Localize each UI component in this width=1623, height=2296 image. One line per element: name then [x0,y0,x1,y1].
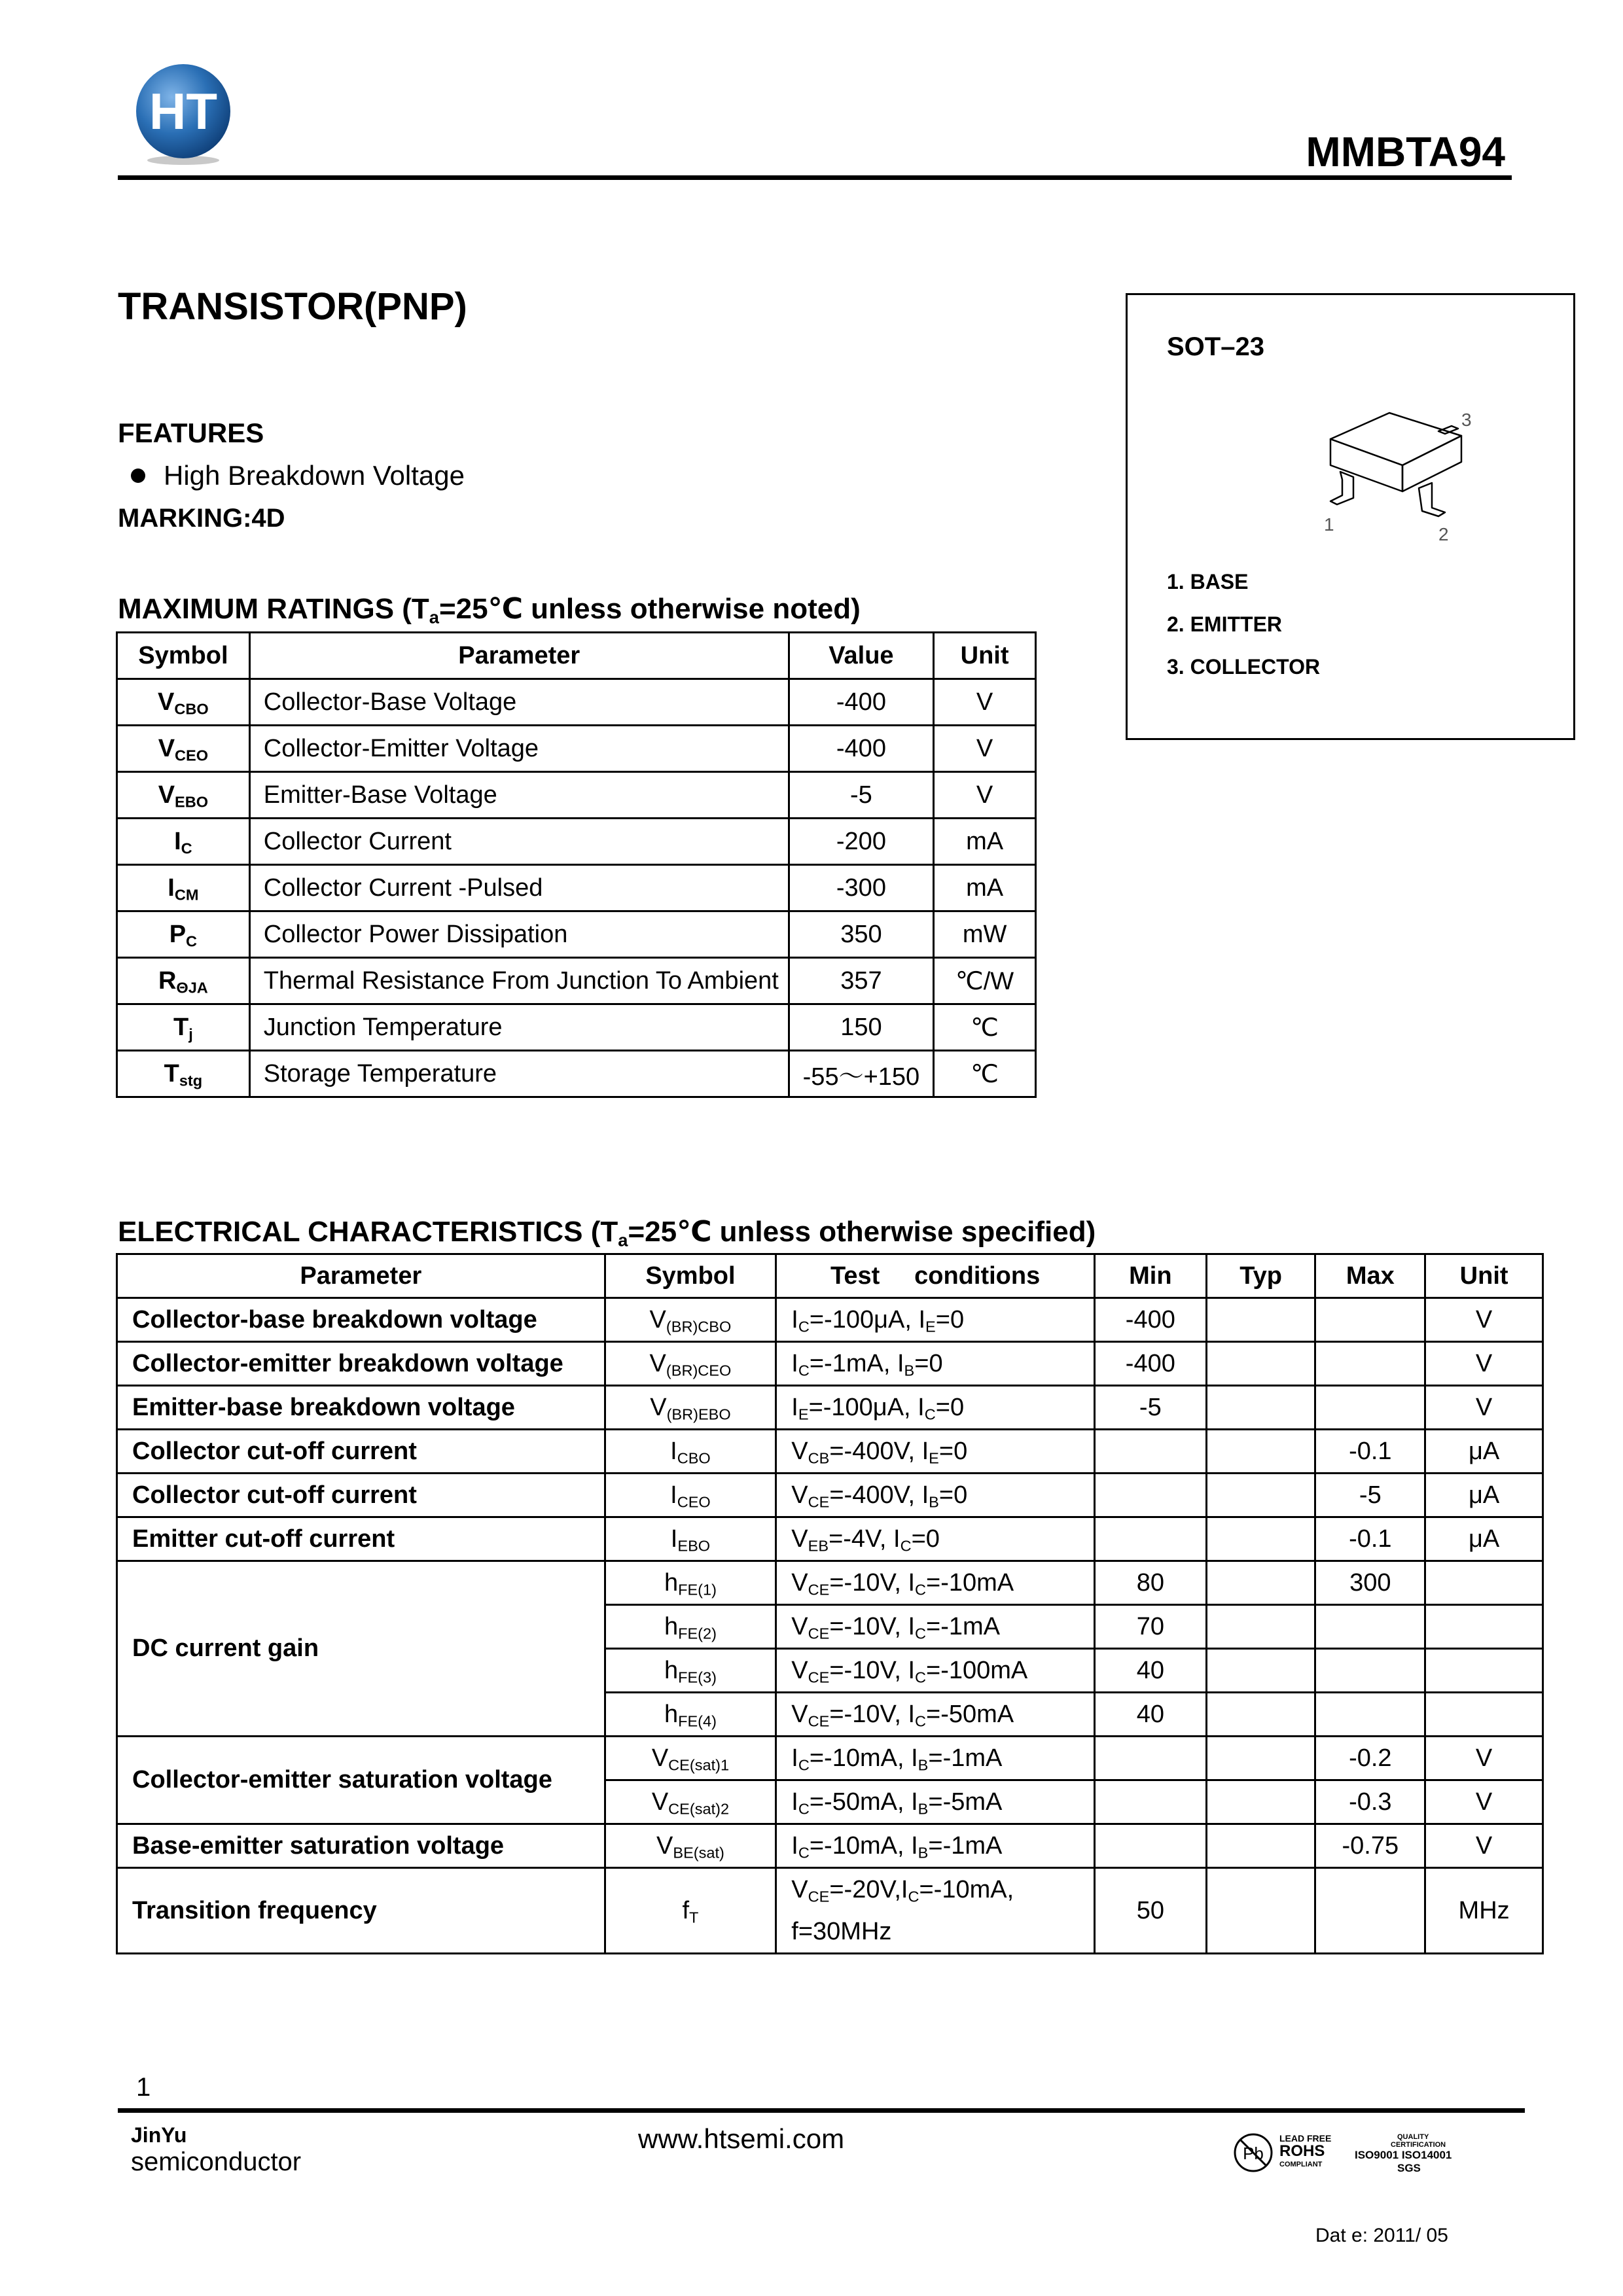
max-cell [1315,1342,1425,1386]
svg-text:Pb: Pb [1243,2144,1264,2163]
min-cell: 40 [1094,1649,1206,1693]
column-header: Typ [1206,1254,1315,1298]
unit-cell: ℃ [934,1004,1036,1051]
min-cell [1094,1430,1206,1474]
value-cell: -300 [789,865,934,911]
min-cell: 70 [1094,1605,1206,1649]
parameter-cell: Emitter-base breakdown voltage [117,1386,605,1430]
max-cell [1315,1298,1425,1342]
value-cell: 150 [789,1004,934,1051]
symbol-cell: $V_{CE(sat)1}$ [605,1737,776,1780]
parameter-cell: Collector-emitter breakdown voltage [117,1342,605,1386]
certification-marks [1230,2130,1505,2176]
column-header: Symbol [117,633,250,679]
max-cell: -0.75 [1315,1824,1425,1868]
table-row [117,1004,1036,1051]
unit-cell: V [1425,1298,1543,1342]
parameter-cell: Base-emitter saturation voltage [117,1824,605,1868]
electrical-table [116,1253,1544,1954]
column-header: Parameter [249,633,789,679]
table-row [117,1386,1543,1430]
unit-cell: ℃/W [934,958,1036,1004]
symbol-cell: $I_{CEO}$ [605,1474,776,1517]
column-header: Test conditions [776,1254,1095,1298]
svg-text:3: 3 [1461,410,1472,430]
symbol-cell: $V_{(BR)EBO}$ [605,1386,776,1430]
features-heading: FEATURES [118,417,264,448]
value-cell: -55～+150 [789,1051,934,1097]
header-rule [118,175,1512,180]
max-cell: -0.1 [1315,1430,1425,1474]
condition-cell: $V_{CE}=-10V$, $I_C=-10mA$ [776,1561,1095,1605]
table-row [117,726,1036,772]
svg-text:QUALITY: QUALITY [1397,2133,1429,2141]
value-cell: -400 [789,726,934,772]
condition-cell: $V_{CB}=-400V$, $I_E=0$ [776,1430,1095,1474]
unit-cell: V [1425,1824,1543,1868]
max-cell: -0.2 [1315,1737,1425,1780]
min-cell: -400 [1094,1298,1206,1342]
value-cell: 357 [789,958,934,1004]
parameter-cell: Collector Current -Pulsed [249,865,789,911]
sot23-package-drawing [1304,400,1501,570]
pin-label-emitter: 2. EMITTER [1167,612,1283,636]
table-row [117,1824,1543,1868]
typ-cell [1206,1737,1315,1780]
unit-cell: V [1425,1342,1543,1386]
unit-cell: mA [934,865,1036,911]
unit-cell: μA [1425,1517,1543,1561]
unit-cell [1425,1605,1543,1649]
symbol-cell: $h_{FE(4)}$ [605,1693,776,1737]
min-cell: 50 [1094,1868,1206,1954]
min-cell: -5 [1094,1386,1206,1430]
column-header: Symbol [605,1254,776,1298]
typ-cell [1206,1605,1315,1649]
company-name: JinYu [131,2123,187,2147]
typ-cell [1206,1693,1315,1737]
unit-cell: mW [934,911,1036,958]
typ-cell [1206,1824,1315,1868]
symbol-cell: $h_{FE(2)}$ [605,1605,776,1649]
condition-cell: $I_C=-1mA$, $I_B=0$ [776,1342,1095,1386]
symbol-cell: $V_{EBO}$ [117,772,250,819]
table-row [117,1298,1543,1342]
symbol-cell: $V_{BE(sat)}$ [605,1824,776,1868]
column-header: Max [1315,1254,1425,1298]
table-row [117,1051,1036,1097]
max-cell: -5 [1315,1474,1425,1517]
min-cell [1094,1824,1206,1868]
condition-cell: $V_{CE}=-10V$, $I_C=-1mA$ [776,1605,1095,1649]
min-cell: 40 [1094,1693,1206,1737]
svg-text:LEAD FREE: LEAD FREE [1279,2133,1332,2144]
symbol-cell: $T_{stg}$ [117,1051,250,1097]
svg-text:HT: HT [149,82,217,140]
symbol-cell: $f_T$ [605,1868,776,1954]
unit-cell: mA [934,819,1036,865]
symbol-cell: $h_{FE(3)}$ [605,1649,776,1693]
min-cell: -400 [1094,1342,1206,1386]
condition-cell: $V_{CE}=-20V,I_C=-10mA$, f=30MHz [776,1868,1095,1954]
website-link[interactable]: www.htsemi.com [638,2123,845,2154]
typ-cell [1206,1386,1315,1430]
feature-label: High Breakdown Voltage [164,460,465,491]
table-row [117,911,1036,958]
condition-cell: $V_{CE}=-10V$, $I_C=-100mA$ [776,1649,1095,1693]
max-cell: -0.1 [1315,1517,1425,1561]
electrical-heading: ELECTRICAL CHARACTERISTICS ($T_a=25℃$ unless otherwise specified) [118,1216,1096,1250]
parameter-cell: Collector cut-off current [117,1430,605,1474]
column-header: Parameter [117,1254,605,1298]
value-cell: -400 [789,679,934,726]
max-cell [1315,1386,1425,1430]
condition-cell: $I_E=-100\mu A$, $I_C=0$ [776,1386,1095,1430]
document-title: TRANSISTOR(PNP) [118,285,467,328]
column-header: Unit [1425,1254,1543,1298]
symbol-cell: $P_C$ [117,911,250,958]
symbol-cell: $R_{\Theta JA}$ [117,958,250,1004]
symbol-cell: $I_{CM}$ [117,865,250,911]
parameter-cell: Collector-emitter saturation voltage [117,1737,605,1824]
max-cell [1315,1649,1425,1693]
table-row [117,819,1036,865]
table-row [117,1430,1543,1474]
svg-text:2: 2 [1438,524,1449,544]
parameter-cell: DC current gain [117,1561,605,1737]
table-row [117,1342,1543,1386]
parameter-cell: Collector-base breakdown voltage [117,1298,605,1342]
unit-cell: μA [1425,1430,1543,1474]
max-cell: -0.3 [1315,1780,1425,1824]
svg-text:CERTIFICATION: CERTIFICATION [1391,2141,1446,2149]
svg-text:SGS: SGS [1397,2162,1421,2174]
unit-cell: V [1425,1386,1543,1430]
condition-cell: $I_C=-10mA$, $I_B=-1mA$ [776,1824,1095,1868]
bullet-icon [131,468,145,483]
symbol-cell: $V_{CBO}$ [117,679,250,726]
svg-text:ISO9001 ISO14001: ISO9001 ISO14001 [1355,2149,1452,2161]
table-row [117,958,1036,1004]
table-row [117,1474,1543,1517]
parameter-cell: Emitter-Base Voltage [249,772,789,819]
typ-cell [1206,1649,1315,1693]
table-header-row [117,633,1036,679]
symbol-cell: $h_{FE(1)}$ [605,1561,776,1605]
table-header-row [117,1254,1543,1298]
max-cell [1315,1605,1425,1649]
typ-cell [1206,1868,1315,1954]
pin-label-collector: 3. COLLECTOR [1167,655,1321,679]
company-subtitle: semiconductor [131,2147,302,2176]
parameter-cell: Collector cut-off current [117,1474,605,1517]
marking-code: MARKING:4D [118,504,285,533]
table-row [117,1868,1543,1954]
pin-label-base: 1. BASE [1167,570,1249,593]
unit-cell [1425,1693,1543,1737]
unit-cell [1425,1561,1543,1605]
symbol-cell: $I_{EBO}$ [605,1517,776,1561]
symbol-cell: $I_{CBO}$ [605,1430,776,1474]
parameter-cell: Collector Power Dissipation [249,911,789,958]
min-cell [1094,1780,1206,1824]
typ-cell [1206,1430,1315,1474]
column-header: Min [1094,1254,1206,1298]
value-cell: -200 [789,819,934,865]
condition-cell: $V_{CE}=-400V$, $I_B=0$ [776,1474,1095,1517]
footer-rule [118,2108,1525,2113]
unit-cell: V [934,679,1036,726]
max-cell [1315,1868,1425,1954]
condition-cell: $V_{CE}=-10V$, $I_C=-50mA$ [776,1693,1095,1737]
typ-cell [1206,1780,1315,1824]
symbol-cell: $V_{CEO}$ [117,726,250,772]
unit-cell: V [934,772,1036,819]
parameter-cell: Storage Temperature [249,1051,789,1097]
column-header: Unit [934,633,1036,679]
table-row [117,1737,1543,1780]
condition-cell: $I_C=-10mA$, $I_B=-1mA$ [776,1737,1095,1780]
package-name: SOT–23 [1167,332,1264,361]
svg-text:COMPLIANT: COMPLIANT [1279,2161,1323,2168]
part-number: MMBTA94 [1306,128,1505,175]
min-cell [1094,1737,1206,1780]
unit-cell: ℃ [934,1051,1036,1097]
typ-cell [1206,1517,1315,1561]
parameter-cell: Junction Temperature [249,1004,789,1051]
unit-cell: V [1425,1737,1543,1780]
symbol-cell: $V_{CE(sat)2}$ [605,1780,776,1824]
typ-cell [1206,1561,1315,1605]
unit-cell: V [934,726,1036,772]
unit-cell: μA [1425,1474,1543,1517]
column-header: Value [789,633,934,679]
parameter-cell: Transition frequency [117,1868,605,1954]
package-box [1126,293,1575,740]
unit-cell: V [1425,1780,1543,1824]
page-number: 1 [136,2073,151,2102]
symbol-cell: $I_C$ [117,819,250,865]
parameter-cell: Emitter cut-off current [117,1517,605,1561]
min-cell [1094,1517,1206,1561]
condition-cell: $V_{EB}=-4V$, $I_C=0$ [776,1517,1095,1561]
symbol-cell: $T_j$ [117,1004,250,1051]
table-row [117,1517,1543,1561]
table-row [117,1561,1543,1605]
value-cell: -5 [789,772,934,819]
table-row [117,772,1036,819]
max-cell: 300 [1315,1561,1425,1605]
unit-cell [1425,1649,1543,1693]
svg-text:1: 1 [1324,514,1334,535]
parameter-cell: Thermal Resistance From Junction To Ambient [249,958,789,1004]
symbol-cell: $V_{(BR)CEO}$ [605,1342,776,1386]
svg-text:ROHS: ROHS [1279,2142,1325,2160]
condition-cell: $I_C=-100\mu A$, $I_E=0$ [776,1298,1095,1342]
typ-cell [1206,1342,1315,1386]
revision-date: Dat e: 2011/ 05 [1315,2225,1448,2246]
parameter-cell: Collector Current [249,819,789,865]
unit-cell: MHz [1425,1868,1543,1954]
feature-item [131,460,465,491]
parameter-cell: Collector-Base Voltage [249,679,789,726]
max-ratings-heading: MAXIMUM RATINGS ($T_a=25℃$ unless otherwise noted) [118,593,861,627]
parameter-cell: Collector-Emitter Voltage [249,726,789,772]
max-ratings-table [116,631,1037,1098]
symbol-cell: $V_{(BR)CBO}$ [605,1298,776,1342]
value-cell: 350 [789,911,934,958]
condition-cell: $I_C=-50mA$, $I_B=-5mA$ [776,1780,1095,1824]
company-logo [134,62,232,167]
max-cell [1315,1693,1425,1737]
table-row [117,865,1036,911]
min-cell [1094,1474,1206,1517]
typ-cell [1206,1474,1315,1517]
typ-cell [1206,1298,1315,1342]
table-row [117,679,1036,726]
min-cell: 80 [1094,1561,1206,1605]
